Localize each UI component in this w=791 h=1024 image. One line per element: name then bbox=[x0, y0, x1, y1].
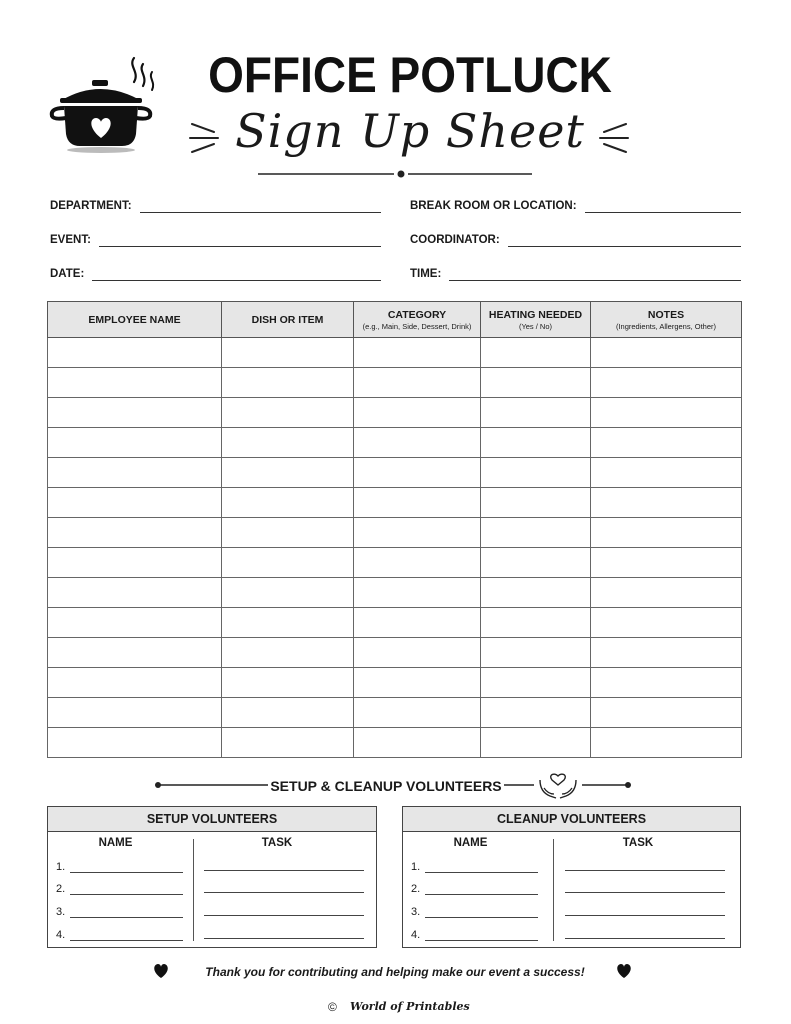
table-cell[interactable] bbox=[222, 338, 354, 368]
table-cell[interactable] bbox=[48, 488, 222, 518]
department-line[interactable] bbox=[140, 203, 381, 213]
col-category-hint: (e.g., Main, Side, Dessert, Drink) bbox=[362, 321, 472, 331]
table-cell[interactable] bbox=[222, 368, 354, 398]
table-cell[interactable] bbox=[354, 698, 481, 728]
event-line[interactable] bbox=[99, 237, 381, 247]
table-cell[interactable] bbox=[48, 398, 222, 428]
sparkle-right-icon bbox=[592, 118, 632, 158]
table-cell[interactable] bbox=[481, 428, 591, 458]
table-cell[interactable] bbox=[481, 338, 591, 368]
table-cell[interactable] bbox=[48, 668, 222, 698]
setup-row[interactable]: 3. bbox=[56, 904, 183, 918]
table-row bbox=[48, 428, 742, 458]
cleanup-row[interactable]: 3. bbox=[411, 904, 538, 918]
col-notes-hint: (Ingredients, Allergens, Other) bbox=[615, 321, 717, 331]
table-cell[interactable] bbox=[354, 458, 481, 488]
table-cell[interactable] bbox=[354, 638, 481, 668]
table-cell[interactable] bbox=[222, 638, 354, 668]
time-field[interactable] bbox=[410, 265, 741, 281]
table-cell[interactable] bbox=[481, 458, 591, 488]
table-cell[interactable] bbox=[591, 548, 742, 578]
table-cell[interactable] bbox=[222, 608, 354, 638]
table-cell[interactable] bbox=[222, 458, 354, 488]
table-cell[interactable] bbox=[481, 518, 591, 548]
time-line[interactable] bbox=[449, 271, 741, 281]
coordinator-line[interactable] bbox=[508, 237, 741, 247]
table-cell[interactable] bbox=[48, 698, 222, 728]
table-cell[interactable] bbox=[48, 608, 222, 638]
page-subtitle: Sign Up Sheet bbox=[235, 104, 585, 158]
table-row bbox=[48, 398, 742, 428]
event-label: EVENT: bbox=[50, 234, 91, 246]
table-cell[interactable] bbox=[48, 548, 222, 578]
table-body bbox=[48, 338, 742, 758]
table-row bbox=[48, 548, 742, 578]
setup-row[interactable]: 2. bbox=[56, 881, 183, 895]
coordinator-field[interactable] bbox=[410, 231, 741, 247]
table-cell[interactable] bbox=[591, 458, 742, 488]
copyright-symbol: © bbox=[328, 1000, 337, 1014]
table-cell[interactable] bbox=[354, 338, 481, 368]
volunteers-heading-rule bbox=[150, 770, 640, 802]
hands-heart-icon bbox=[540, 774, 576, 798]
table-cell[interactable] bbox=[591, 368, 742, 398]
table-cell[interactable] bbox=[354, 728, 481, 758]
table-cell[interactable] bbox=[591, 518, 742, 548]
table-cell[interactable] bbox=[591, 428, 742, 458]
time-label: TIME: bbox=[410, 268, 442, 280]
location-label: BREAK ROOM OR LOCATION: bbox=[410, 200, 577, 212]
table-cell[interactable] bbox=[591, 728, 742, 758]
cleanup-row[interactable]: 1. bbox=[411, 859, 538, 873]
table-cell[interactable] bbox=[591, 488, 742, 518]
setup-volunteers-box bbox=[47, 806, 377, 948]
table-cell[interactable] bbox=[591, 398, 742, 428]
location-field[interactable] bbox=[410, 197, 741, 213]
table-cell[interactable] bbox=[48, 458, 222, 488]
cleanup-task-line[interactable] bbox=[565, 915, 725, 916]
col-heating-needed: HEATING NEEDED (Yes / No) bbox=[481, 302, 591, 338]
table-cell[interactable] bbox=[48, 578, 222, 608]
page-title: OFFICE POTLUCK bbox=[208, 47, 612, 103]
department-field[interactable] bbox=[50, 197, 381, 213]
table-cell[interactable] bbox=[48, 368, 222, 398]
sparkle-left-icon bbox=[186, 118, 226, 158]
col-employee-name: EMPLOYEE NAME bbox=[48, 302, 222, 338]
table-cell[interactable] bbox=[222, 728, 354, 758]
table-cell[interactable] bbox=[354, 668, 481, 698]
table-row bbox=[48, 698, 742, 728]
table-cell[interactable] bbox=[591, 638, 742, 668]
table-cell[interactable] bbox=[354, 518, 481, 548]
table-cell[interactable] bbox=[354, 578, 481, 608]
setup-divider bbox=[193, 839, 194, 941]
setup-task-line[interactable] bbox=[204, 915, 364, 916]
setup-row[interactable]: 1. bbox=[56, 859, 183, 873]
col-dish-or-item: DISH OR ITEM bbox=[222, 302, 354, 338]
table-cell[interactable] bbox=[591, 578, 742, 608]
col-notes: NOTES (Ingredients, Allergens, Other) bbox=[591, 302, 742, 338]
table-cell[interactable] bbox=[222, 548, 354, 578]
coordinator-label: COORDINATOR: bbox=[410, 234, 500, 246]
table-cell[interactable] bbox=[48, 728, 222, 758]
cleanup-task-line[interactable] bbox=[565, 870, 725, 871]
setup-task-line[interactable] bbox=[204, 938, 364, 939]
table-row bbox=[48, 518, 742, 548]
table-cell[interactable] bbox=[591, 338, 742, 368]
table-cell[interactable] bbox=[591, 608, 742, 638]
table-cell[interactable] bbox=[222, 398, 354, 428]
date-label: DATE: bbox=[50, 268, 85, 280]
table-cell[interactable] bbox=[48, 428, 222, 458]
setup-task-line[interactable] bbox=[204, 892, 364, 893]
table-cell[interactable] bbox=[481, 398, 591, 428]
table-cell[interactable] bbox=[222, 488, 354, 518]
table-cell[interactable] bbox=[354, 548, 481, 578]
table-cell[interactable] bbox=[222, 698, 354, 728]
table-row bbox=[48, 608, 742, 638]
table-row bbox=[48, 728, 742, 758]
date-line[interactable] bbox=[92, 271, 381, 281]
table-row bbox=[48, 368, 742, 398]
table-row bbox=[48, 338, 742, 368]
table-header-row bbox=[48, 302, 742, 338]
cleanup-divider bbox=[553, 839, 554, 941]
thank-you-message: Thank you for contributing and helping make our event a success! bbox=[205, 965, 585, 979]
table-cell[interactable] bbox=[48, 338, 222, 368]
signup-table bbox=[47, 301, 742, 758]
table-cell[interactable] bbox=[481, 578, 591, 608]
table-cell[interactable] bbox=[222, 428, 354, 458]
table-cell[interactable] bbox=[48, 518, 222, 548]
col-heating-hint: (Yes / No) bbox=[518, 321, 553, 331]
table-cell[interactable] bbox=[481, 608, 591, 638]
setup-volunteers-title: SETUP VOLUNTEERS bbox=[48, 807, 376, 832]
cleanup-task-label: TASK bbox=[622, 837, 654, 849]
setup-name-label: NAME bbox=[98, 837, 133, 849]
table-cell[interactable] bbox=[481, 638, 591, 668]
table-row bbox=[48, 458, 742, 488]
table-cell[interactable] bbox=[354, 368, 481, 398]
table-row bbox=[48, 488, 742, 518]
table-cell[interactable] bbox=[481, 698, 591, 728]
table-row bbox=[48, 638, 742, 668]
table-cell[interactable] bbox=[354, 488, 481, 518]
table-cell[interactable] bbox=[481, 368, 591, 398]
heart-icon bbox=[616, 964, 632, 979]
cooking-pot-heart-icon bbox=[44, 54, 162, 154]
table-cell[interactable] bbox=[481, 548, 591, 578]
cleanup-row[interactable]: 4. bbox=[411, 927, 538, 941]
table-cell[interactable] bbox=[591, 698, 742, 728]
cleanup-name-label: NAME bbox=[453, 837, 488, 849]
setup-task-line[interactable] bbox=[204, 870, 364, 871]
cleanup-volunteers-title: CLEANUP VOLUNTEERS bbox=[403, 807, 740, 832]
brand-name: World of Printables bbox=[350, 1000, 470, 1013]
table-cell[interactable] bbox=[481, 728, 591, 758]
date-field[interactable] bbox=[50, 265, 381, 281]
table-cell[interactable] bbox=[354, 608, 481, 638]
table-cell[interactable] bbox=[354, 398, 481, 428]
cleanup-row[interactable]: 2. bbox=[411, 881, 538, 895]
cleanup-volunteers-box bbox=[402, 806, 741, 948]
cleanup-task-line[interactable] bbox=[565, 938, 725, 939]
col-category: CATEGORY (e.g., Main, Side, Dessert, Drink) bbox=[354, 302, 481, 338]
event-field[interactable] bbox=[50, 231, 381, 247]
table-cell[interactable] bbox=[222, 518, 354, 548]
department-label: DEPARTMENT: bbox=[50, 200, 132, 212]
footer-brand bbox=[320, 1000, 480, 1018]
table-cell[interactable] bbox=[354, 428, 481, 458]
table-cell[interactable] bbox=[222, 668, 354, 698]
location-line[interactable] bbox=[585, 203, 741, 213]
table-cell[interactable] bbox=[222, 578, 354, 608]
title-underline bbox=[258, 168, 558, 180]
setup-row[interactable]: 4. bbox=[56, 927, 183, 941]
setup-task-label: TASK bbox=[261, 837, 293, 849]
table-row bbox=[48, 578, 742, 608]
cleanup-task-line[interactable] bbox=[565, 892, 725, 893]
table-cell[interactable] bbox=[48, 638, 222, 668]
table-cell[interactable] bbox=[591, 668, 742, 698]
table-cell[interactable] bbox=[481, 488, 591, 518]
volunteers-heading: SETUP & CLEANUP VOLUNTEERS bbox=[270, 778, 502, 794]
table-row bbox=[48, 668, 742, 698]
table-cell[interactable] bbox=[481, 668, 591, 698]
